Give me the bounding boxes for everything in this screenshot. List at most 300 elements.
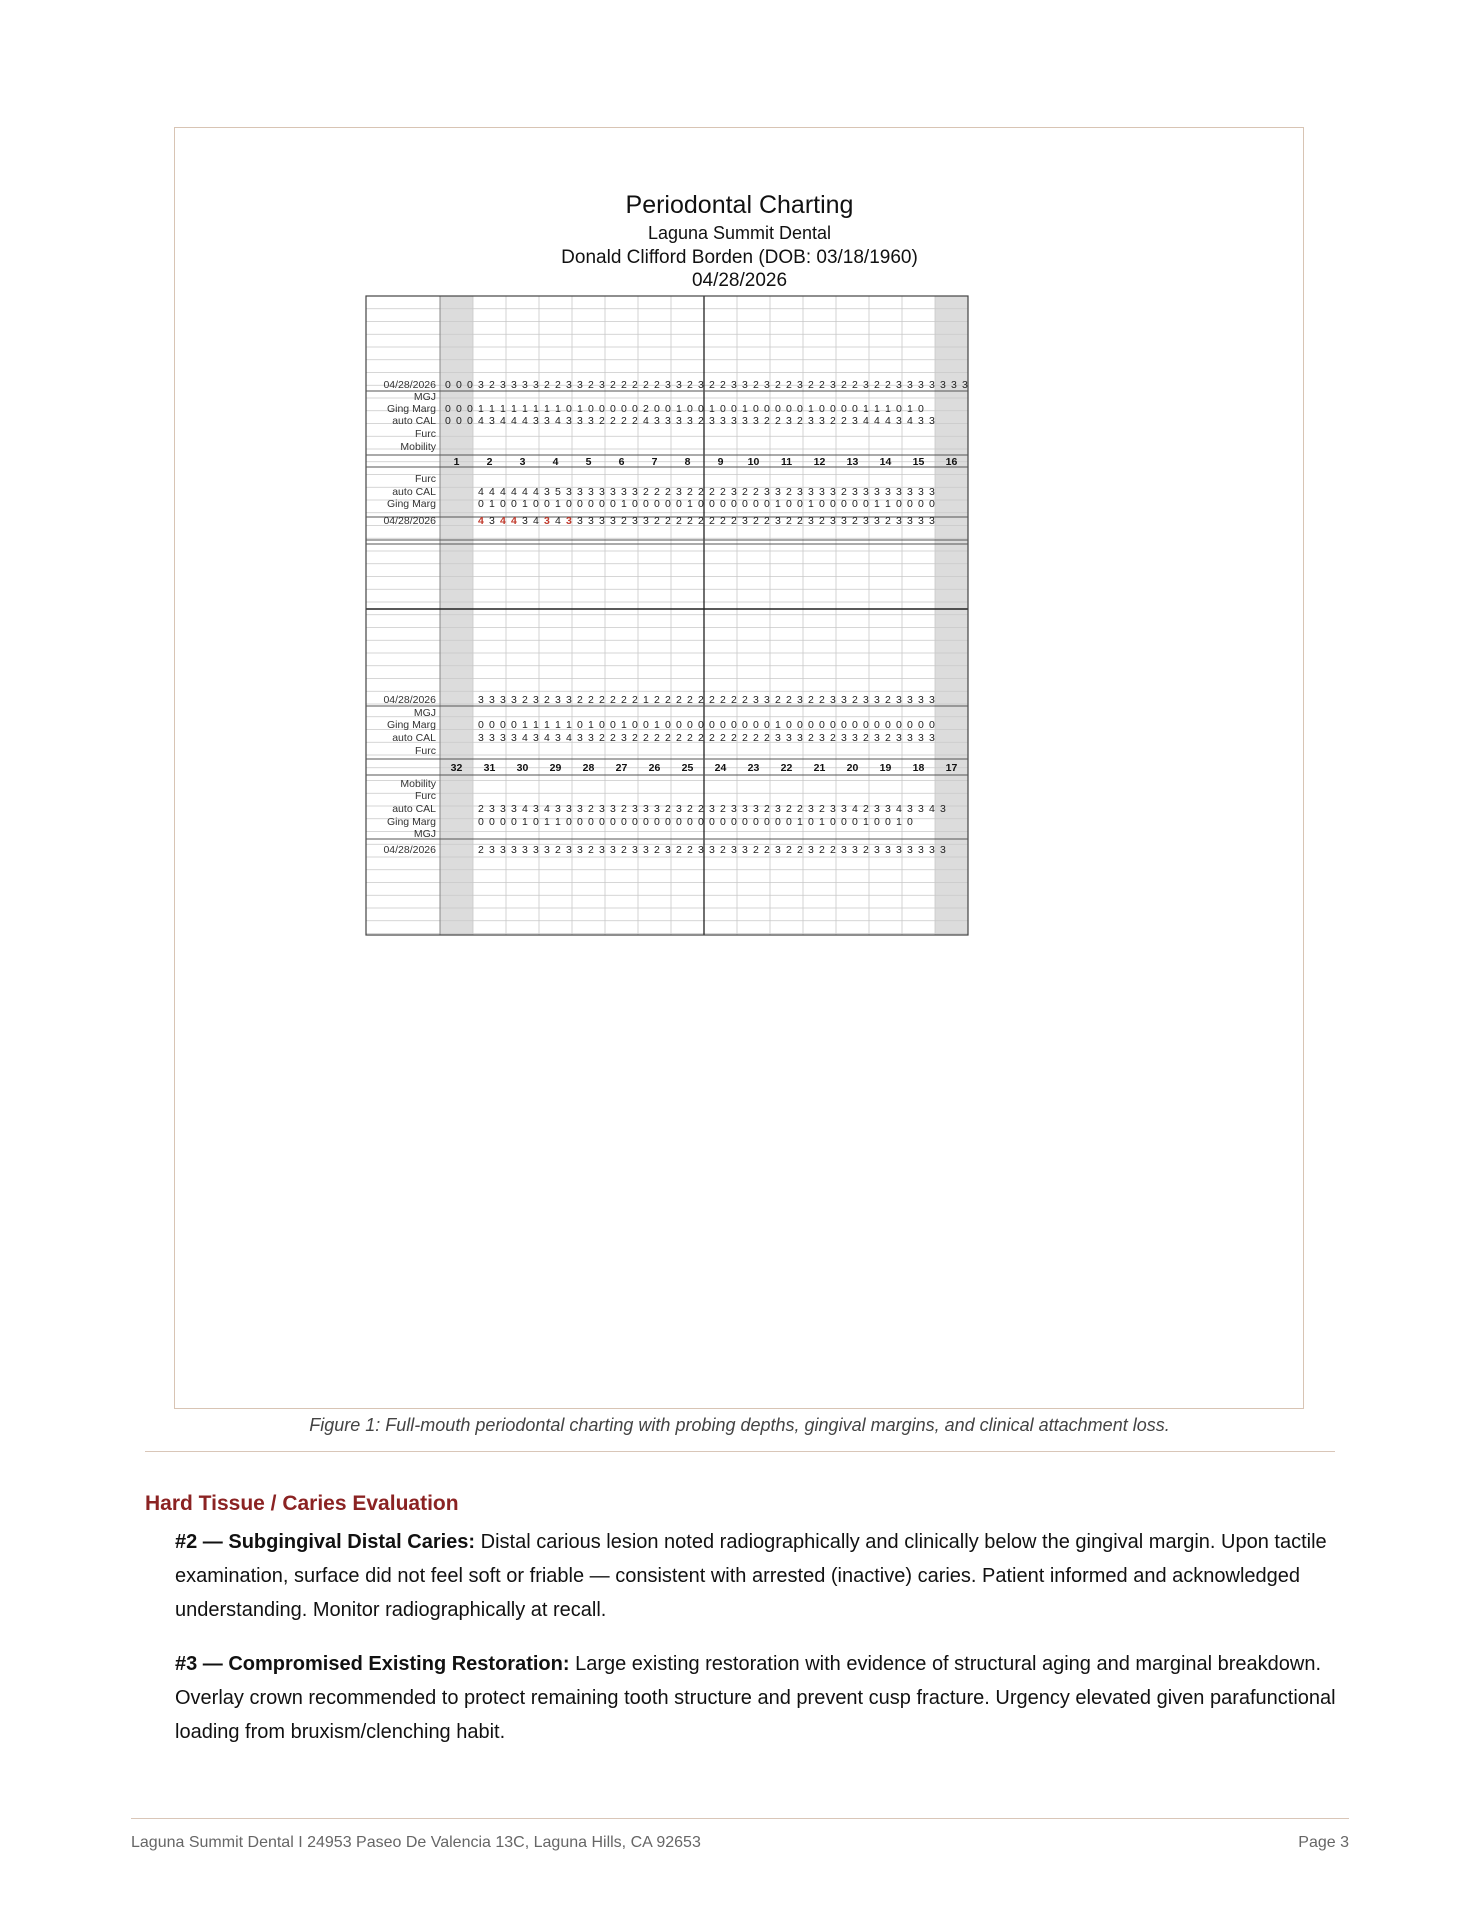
probing-depth-value: 4 <box>555 515 561 527</box>
auto-cal-value: 2 <box>753 486 759 498</box>
probing-depth-value: 3 <box>852 844 858 856</box>
ging-marg-value: 0 <box>863 719 869 731</box>
tooth-number: 19 <box>879 762 892 774</box>
probing-depth-value: 3 <box>610 515 616 527</box>
ging-marg-value: 1 <box>489 498 495 510</box>
ging-marg-value: 1 <box>863 816 869 828</box>
divider <box>145 1451 1335 1452</box>
ging-marg-value: 0 <box>687 719 693 731</box>
tooth-number: 25 <box>681 762 694 774</box>
ging-marg-value: 1 <box>489 403 495 415</box>
ging-marg-value: 1 <box>511 403 517 415</box>
ging-marg-value: 0 <box>533 498 539 510</box>
probing-depth-value: 2 <box>808 694 814 706</box>
ging-marg-value: 0 <box>588 403 594 415</box>
auto-cal-value: 3 <box>808 486 814 498</box>
probing-depth-value: 3 <box>764 379 770 391</box>
tooth-number: 2 <box>486 456 493 468</box>
auto-cal-value: 3 <box>775 486 781 498</box>
ging-marg-value: 0 <box>720 403 726 415</box>
auto-cal-value: 3 <box>599 486 605 498</box>
ging-marg-value: 0 <box>544 498 550 510</box>
probing-depth-value: 3 <box>918 515 924 527</box>
ging-marg-value: 0 <box>764 403 770 415</box>
auto-cal-value: 3 <box>577 803 583 815</box>
probing-depth-value: 2 <box>885 694 891 706</box>
ging-marg-value: 0 <box>830 498 836 510</box>
auto-cal-value: 2 <box>687 803 693 815</box>
ging-marg-value: 1 <box>742 403 748 415</box>
auto-cal-value: 4 <box>511 486 517 498</box>
probing-depth-value: 3 <box>643 515 649 527</box>
auto-cal-value: 3 <box>555 732 561 744</box>
probing-depth-value: 2 <box>720 694 726 706</box>
probing-depth-value: 2 <box>731 694 737 706</box>
probing-depth-value: 3 <box>533 379 539 391</box>
auto-cal-value: 2 <box>742 732 748 744</box>
auto-cal-value: 4 <box>522 415 528 427</box>
probing-depth-value: 3 <box>500 379 506 391</box>
tooth-number: 32 <box>450 762 463 774</box>
ging-marg-value: 0 <box>698 498 704 510</box>
auto-cal-value: 3 <box>533 732 539 744</box>
probing-depth-value: 2 <box>555 379 561 391</box>
row-label-date: 04/28/2026 <box>383 694 436 706</box>
ging-marg-value: 0 <box>830 403 836 415</box>
row-label-ging-marg: Ging Marg <box>386 719 436 731</box>
probing-depth-value: 2 <box>610 694 616 706</box>
probing-depth-value: 2 <box>731 515 737 527</box>
auto-cal-value: 3 <box>918 732 924 744</box>
row-label-furc: Furc <box>415 428 436 440</box>
auto-cal-value: 3 <box>511 732 517 744</box>
probing-depth-value: 2 <box>654 515 660 527</box>
ging-marg-value: 0 <box>566 816 572 828</box>
probing-depth-value: 3 <box>676 379 682 391</box>
probing-depth-value: 3 <box>841 515 847 527</box>
ging-marg-value: 0 <box>665 498 671 510</box>
auto-cal-value: 4 <box>478 415 484 427</box>
auto-cal-value: 2 <box>863 732 869 744</box>
auto-cal-value: 2 <box>797 803 803 815</box>
probing-depth-value: 2 <box>599 694 605 706</box>
chart-patient: Donald Clifford Borden (DOB: 03/18/1960) <box>561 247 918 268</box>
tooth-number: 12 <box>813 456 826 468</box>
ging-marg-value: 1 <box>654 719 660 731</box>
ging-marg-value: 1 <box>544 403 550 415</box>
auto-cal-value: 2 <box>830 415 836 427</box>
ging-marg-value: 0 <box>500 498 506 510</box>
probing-depth-value: 2 <box>654 844 660 856</box>
probing-depth-value: 2 <box>720 515 726 527</box>
auto-cal-value: 4 <box>522 803 528 815</box>
auto-cal-value: 2 <box>654 486 660 498</box>
auto-cal-value: 3 <box>819 415 825 427</box>
ging-marg-value: 0 <box>467 403 473 415</box>
ging-marg-value: 0 <box>852 816 858 828</box>
probing-depth-value: 3 <box>544 844 550 856</box>
ging-marg-value: 0 <box>478 816 484 828</box>
auto-cal-value: 4 <box>478 486 484 498</box>
ging-marg-value: 0 <box>797 498 803 510</box>
auto-cal-value: 4 <box>533 486 539 498</box>
ging-marg-value: 0 <box>874 816 880 828</box>
auto-cal-value: 3 <box>566 486 572 498</box>
probing-depth-value: 4 <box>511 515 517 527</box>
probing-depth-value: 3 <box>753 694 759 706</box>
auto-cal-value: 3 <box>731 486 737 498</box>
ging-marg-value: 0 <box>841 498 847 510</box>
probing-depth-value: 0 <box>467 379 473 391</box>
probing-depth-value: 3 <box>577 379 583 391</box>
tooth-number: 4 <box>552 456 559 468</box>
auto-cal-value: 4 <box>929 803 935 815</box>
auto-cal-value: 3 <box>830 486 836 498</box>
probing-depth-value: 3 <box>599 515 605 527</box>
auto-cal-value: 3 <box>808 803 814 815</box>
probing-depth-value: 2 <box>709 694 715 706</box>
auto-cal-value: 0 <box>467 415 473 427</box>
auto-cal-value: 3 <box>764 486 770 498</box>
footer-address: Laguna Summit Dental I 24953 Paseo De Valencia 13C, Laguna Hills, CA 92653 <box>131 1834 701 1851</box>
probing-depth-value: 2 <box>555 844 561 856</box>
probing-depth-value: 2 <box>819 379 825 391</box>
probing-depth-value: 2 <box>797 515 803 527</box>
auto-cal-value: 3 <box>775 732 781 744</box>
ging-marg-value: 1 <box>874 403 880 415</box>
probing-depth-value: 2 <box>588 379 594 391</box>
ging-marg-value: 0 <box>896 719 902 731</box>
auto-cal-value: 3 <box>654 803 660 815</box>
ging-marg-value: 0 <box>687 403 693 415</box>
tooth-number: 6 <box>618 456 625 468</box>
ging-marg-value: 1 <box>874 498 880 510</box>
auto-cal-value: 0 <box>456 415 462 427</box>
ging-marg-value: 1 <box>544 816 550 828</box>
auto-cal-value: 3 <box>896 732 902 744</box>
auto-cal-value: 2 <box>698 415 704 427</box>
auto-cal-value: 3 <box>819 732 825 744</box>
probing-depth-value: 2 <box>742 694 748 706</box>
tooth-number: 10 <box>747 456 760 468</box>
probing-depth-value: 3 <box>599 379 605 391</box>
auto-cal-value: 3 <box>588 732 594 744</box>
auto-cal-value: 3 <box>819 486 825 498</box>
auto-cal-value: 3 <box>753 415 759 427</box>
ging-marg-value: 0 <box>566 403 572 415</box>
ging-marg-value: 1 <box>555 498 561 510</box>
auto-cal-value: 3 <box>709 415 715 427</box>
probing-depth-value: 3 <box>742 515 748 527</box>
tooth-number: 23 <box>747 762 760 774</box>
auto-cal-value: 2 <box>797 415 803 427</box>
probing-depth-value: 2 <box>753 379 759 391</box>
auto-cal-value: 2 <box>764 415 770 427</box>
probing-depth-value: 3 <box>500 844 506 856</box>
finding-2-label: #3 — Compromised Existing Restoration: <box>175 1653 570 1675</box>
finding-1 <box>175 1525 1340 1627</box>
auto-cal-value: 3 <box>929 415 935 427</box>
probing-depth-value: 3 <box>511 844 517 856</box>
ging-marg-value: 1 <box>478 403 484 415</box>
auto-cal-value: 2 <box>753 732 759 744</box>
auto-cal-value: 3 <box>731 415 737 427</box>
auto-cal-value: 3 <box>918 415 924 427</box>
auto-cal-value: 3 <box>478 732 484 744</box>
probing-depth-value: 3 <box>775 515 781 527</box>
auto-cal-value: 2 <box>698 486 704 498</box>
ging-marg-value: 0 <box>577 816 583 828</box>
tooth-number: 13 <box>846 456 859 468</box>
probing-depth-value: 3 <box>731 379 737 391</box>
ging-marg-value: 0 <box>764 816 770 828</box>
auto-cal-value: 3 <box>687 415 693 427</box>
finding-2-text: Large existing restoration with evidence of structural aging and marginal breakdown. Overlay crown recommended to protect remaining tooth structure and prevent cusp fracture. Urgency elevated given parafunctional loading from bruxism/clenching habit. <box>175 1653 1336 1743</box>
ging-marg-value: 0 <box>885 719 891 731</box>
ging-marg-value: 0 <box>742 498 748 510</box>
finding-2 <box>175 1647 1340 1749</box>
auto-cal-value: 3 <box>621 732 627 744</box>
auto-cal-value: 3 <box>907 486 913 498</box>
auto-cal-value: 3 <box>588 415 594 427</box>
auto-cal-value: 3 <box>797 486 803 498</box>
ging-marg-value: 0 <box>918 403 924 415</box>
auto-cal-value: 4 <box>566 732 572 744</box>
auto-cal-value: 2 <box>709 486 715 498</box>
auto-cal-value: 4 <box>874 415 880 427</box>
probing-depth-value: 2 <box>852 379 858 391</box>
probing-depth-value: 3 <box>665 844 671 856</box>
tooth-number: 15 <box>912 456 925 468</box>
ging-marg-value: 0 <box>621 816 627 828</box>
auto-cal-value: 3 <box>929 732 935 744</box>
probing-depth-value: 2 <box>654 694 660 706</box>
ging-marg-value: 0 <box>478 719 484 731</box>
probing-depth-value: 3 <box>896 379 902 391</box>
ging-marg-value: 0 <box>819 719 825 731</box>
auto-cal-value: 3 <box>654 415 660 427</box>
auto-cal-value: 3 <box>797 732 803 744</box>
ging-marg-value: 0 <box>775 403 781 415</box>
ging-marg-value: 0 <box>852 719 858 731</box>
probing-depth-value: 3 <box>489 844 495 856</box>
auto-cal-value: 4 <box>500 415 506 427</box>
auto-cal-value: 3 <box>786 732 792 744</box>
tooth-number: 24 <box>714 762 727 774</box>
auto-cal-value: 4 <box>544 803 550 815</box>
probing-depth-value: 3 <box>478 379 484 391</box>
probing-depth-value: 3 <box>511 694 517 706</box>
row-label-furc: Furc <box>415 745 436 757</box>
probing-depth-value: 3 <box>797 379 803 391</box>
ging-marg-value: 0 <box>511 498 517 510</box>
ging-marg-value: 0 <box>610 719 616 731</box>
ging-marg-value: 0 <box>500 816 506 828</box>
tooth-number: 14 <box>879 456 892 468</box>
auto-cal-value: 2 <box>709 732 715 744</box>
auto-cal-value: 3 <box>929 486 935 498</box>
auto-cal-value: 2 <box>720 732 726 744</box>
ging-marg-value: 1 <box>907 403 913 415</box>
tooth-number: 27 <box>615 762 628 774</box>
probing-depth-value: 3 <box>874 694 880 706</box>
probing-depth-value: 4 <box>533 515 539 527</box>
probing-depth-value: 3 <box>863 515 869 527</box>
ging-marg-value: 1 <box>621 498 627 510</box>
tooth-number: 17 <box>945 762 958 774</box>
auto-cal-value: 3 <box>874 732 880 744</box>
probing-depth-value: 2 <box>665 515 671 527</box>
probing-depth-value: 2 <box>786 379 792 391</box>
ging-marg-value: 1 <box>709 403 715 415</box>
ging-marg-value: 1 <box>555 816 561 828</box>
probing-depth-value: 2 <box>588 844 594 856</box>
auto-cal-value: 2 <box>588 803 594 815</box>
probing-depth-value: 2 <box>643 379 649 391</box>
probing-depth-value: 2 <box>588 694 594 706</box>
ging-marg-value: 0 <box>742 719 748 731</box>
chart-title: Periodontal Charting <box>625 191 854 219</box>
auto-cal-value: 2 <box>632 732 638 744</box>
auto-cal-value: 3 <box>852 415 858 427</box>
ging-marg-value: 1 <box>687 498 693 510</box>
auto-cal-value: 3 <box>632 486 638 498</box>
ging-marg-value: 0 <box>742 816 748 828</box>
row-label-auto-cal: auto CAL <box>392 732 436 744</box>
ging-marg-value: 1 <box>885 403 891 415</box>
probing-depth-value: 2 <box>676 844 682 856</box>
probing-depth-value: 2 <box>544 379 550 391</box>
auto-cal-value: 3 <box>841 803 847 815</box>
auto-cal-value: 3 <box>588 486 594 498</box>
ging-marg-value: 0 <box>830 816 836 828</box>
probing-depth-value: 2 <box>632 694 638 706</box>
chart-practice: Laguna Summit Dental <box>647 223 832 243</box>
ging-marg-value: 0 <box>489 816 495 828</box>
auto-cal-value: 3 <box>775 803 781 815</box>
ging-marg-value: 0 <box>731 719 737 731</box>
probing-depth-value: 2 <box>885 379 891 391</box>
probing-depth-value: 2 <box>753 844 759 856</box>
auto-cal-value: 3 <box>753 803 759 815</box>
probing-depth-value: 2 <box>632 379 638 391</box>
ging-marg-value: 0 <box>698 719 704 731</box>
tooth-number: 9 <box>717 456 724 468</box>
probing-depth-value: 2 <box>544 694 550 706</box>
auto-cal-value: 3 <box>643 803 649 815</box>
probing-depth-value: 3 <box>863 379 869 391</box>
ging-marg-value: 0 <box>907 719 913 731</box>
probing-depth-value: 4 <box>500 515 506 527</box>
ging-marg-value: 1 <box>577 403 583 415</box>
probing-depth-value: 2 <box>786 694 792 706</box>
row-label-mgj: MGJ <box>413 707 436 719</box>
auto-cal-value: 5 <box>555 486 561 498</box>
probing-depth-value: 3 <box>555 694 561 706</box>
auto-cal-value: 3 <box>632 803 638 815</box>
ging-marg-value: 1 <box>863 403 869 415</box>
probing-depth-value: 2 <box>720 379 726 391</box>
chart-date: 04/28/2026 <box>691 270 788 291</box>
row-label-mobility: Mobility <box>400 441 436 453</box>
ging-marg-value: 1 <box>533 719 539 731</box>
auto-cal-value: 3 <box>863 486 869 498</box>
ging-marg-value: 0 <box>632 816 638 828</box>
ging-marg-value: 0 <box>599 498 605 510</box>
auto-cal-value: 2 <box>808 732 814 744</box>
auto-cal-value: 3 <box>731 803 737 815</box>
probing-depth-value: 3 <box>643 844 649 856</box>
auto-cal-value: 4 <box>522 732 528 744</box>
ging-marg-value: 1 <box>522 719 528 731</box>
probing-depth-value: 2 <box>478 844 484 856</box>
tooth-number: 29 <box>549 762 562 774</box>
tooth-number: 7 <box>651 456 658 468</box>
ging-marg-value: 1 <box>522 498 528 510</box>
probing-depth-value: 2 <box>808 379 814 391</box>
ging-marg-value: 0 <box>676 719 682 731</box>
ging-marg-value: 0 <box>654 498 660 510</box>
ging-marg-value: 0 <box>478 498 484 510</box>
auto-cal-value: 2 <box>665 732 671 744</box>
page-number: Page 3 <box>1298 1834 1349 1851</box>
auto-cal-value: 3 <box>786 415 792 427</box>
probing-depth-value: 3 <box>797 694 803 706</box>
auto-cal-value: 2 <box>786 803 792 815</box>
probing-depth-value: 2 <box>852 694 858 706</box>
tooth-number: 21 <box>813 762 826 774</box>
tooth-number: 20 <box>846 762 859 774</box>
probing-depth-value: 3 <box>489 515 495 527</box>
row-label-ging-marg: Ging Marg <box>386 816 436 828</box>
ging-marg-value: 0 <box>533 816 539 828</box>
probing-depth-value: 3 <box>764 694 770 706</box>
auto-cal-value: 0 <box>445 415 451 427</box>
auto-cal-value: 3 <box>676 803 682 815</box>
probing-depth-value: 3 <box>940 379 946 391</box>
probing-depth-value: 3 <box>522 515 528 527</box>
ging-marg-value: 0 <box>599 719 605 731</box>
probing-depth-value: 3 <box>907 515 913 527</box>
ging-marg-value: 0 <box>841 719 847 731</box>
auto-cal-value: 4 <box>489 486 495 498</box>
auto-cal-value: 2 <box>764 803 770 815</box>
probing-depth-value: 3 <box>566 694 572 706</box>
auto-cal-value: 2 <box>764 732 770 744</box>
ging-marg-value: 0 <box>918 498 924 510</box>
probing-depth-value: 2 <box>775 694 781 706</box>
ging-marg-value: 0 <box>632 498 638 510</box>
auto-cal-value: 3 <box>621 486 627 498</box>
probing-depth-value: 2 <box>676 694 682 706</box>
auto-cal-value: 3 <box>489 732 495 744</box>
finding-1-text: Distal carious lesion noted radiographically and clinically below the gingival margin. Upon tactile examination, surface did not feel soft or friable — consistent with arrested (inactive) caries. Patient informed and acknowledged understanding. Monitor radiographically at recall. <box>175 1531 1327 1621</box>
row-label-ging-marg: Ging Marg <box>386 403 436 415</box>
auto-cal-value: 2 <box>863 803 869 815</box>
probing-depth-value: 3 <box>907 379 913 391</box>
auto-cal-value: 2 <box>698 803 704 815</box>
probing-depth-value: 2 <box>654 379 660 391</box>
auto-cal-value: 2 <box>599 415 605 427</box>
row-label-mobility: Mobility <box>400 778 436 790</box>
ging-marg-value: 0 <box>819 498 825 510</box>
auto-cal-value: 2 <box>720 803 726 815</box>
ging-marg-value: 0 <box>863 498 869 510</box>
auto-cal-value: 3 <box>555 803 561 815</box>
ging-marg-value: 0 <box>489 719 495 731</box>
probing-depth-value: 3 <box>511 379 517 391</box>
auto-cal-value: 3 <box>665 415 671 427</box>
